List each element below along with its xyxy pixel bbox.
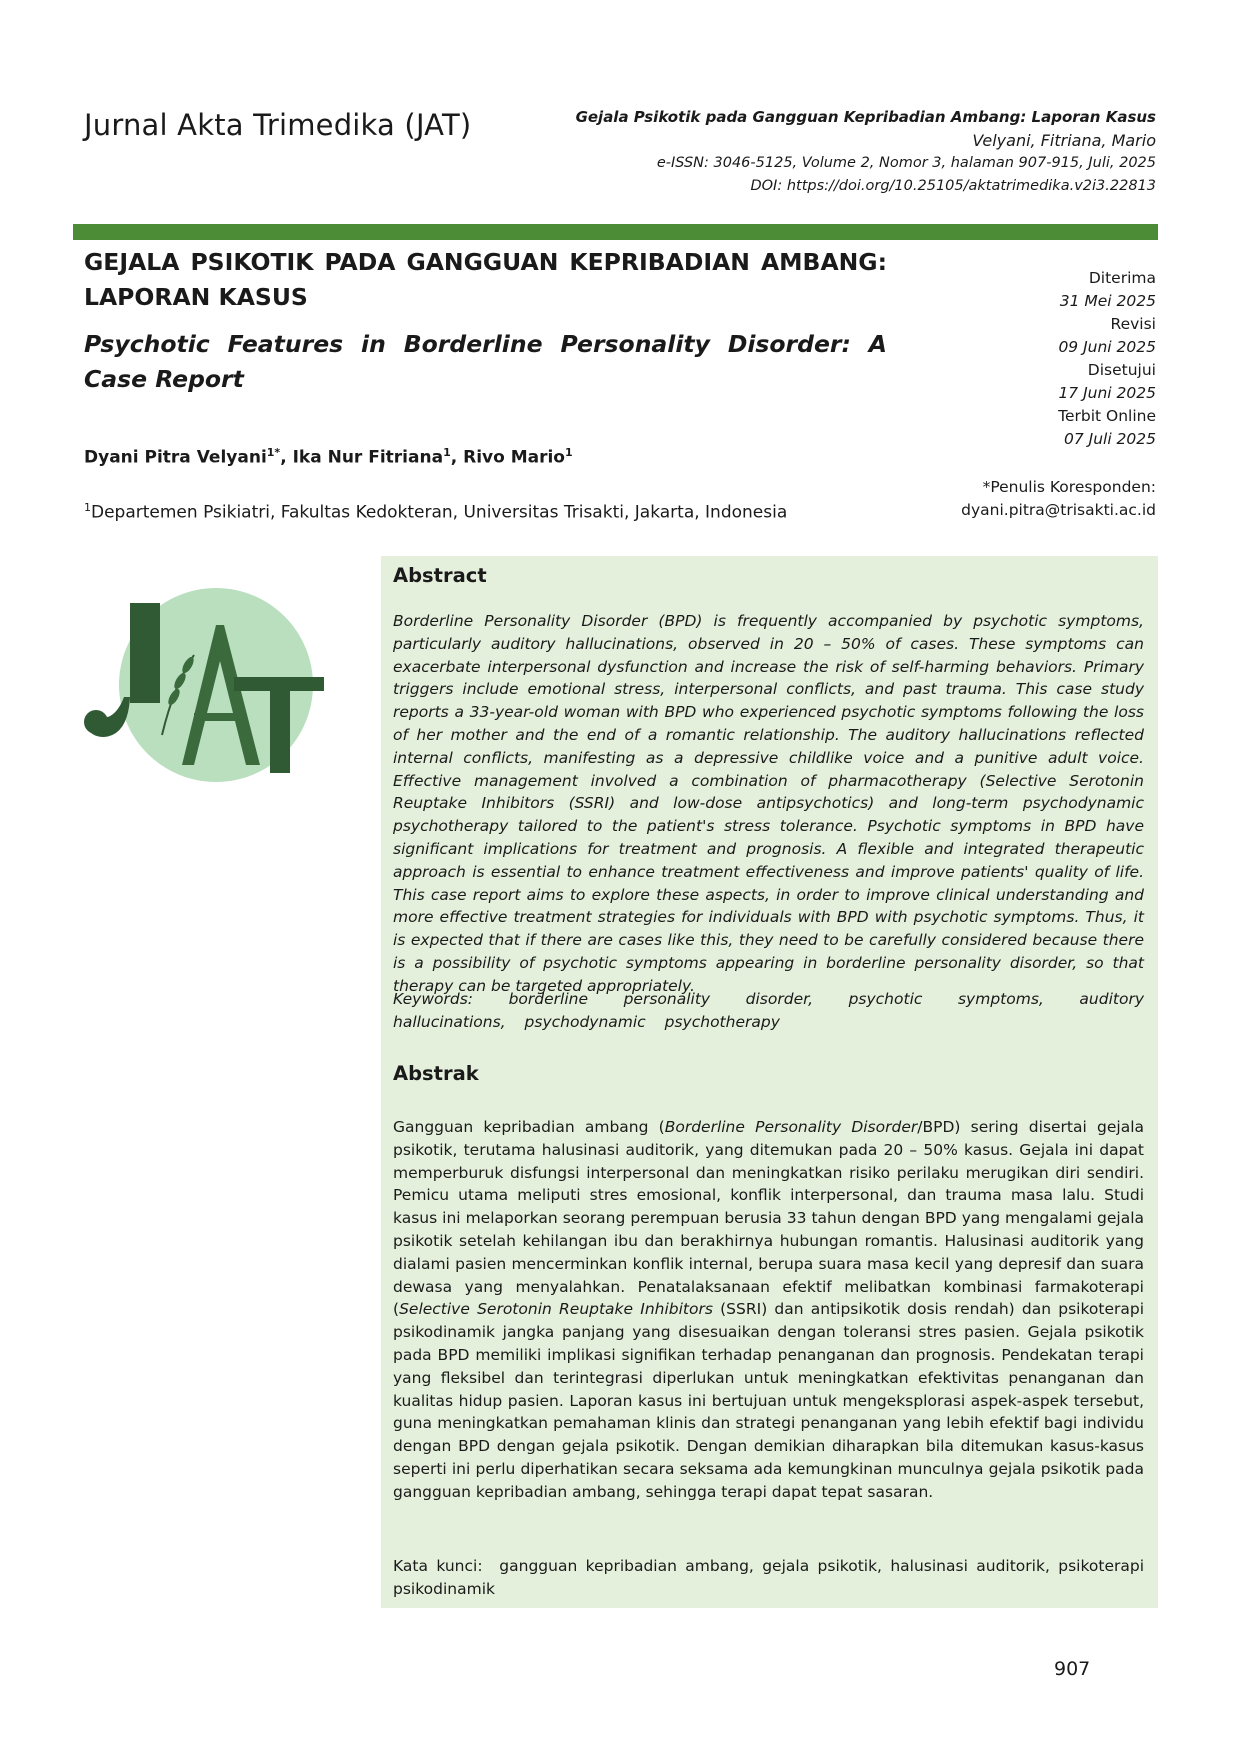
- affiliation-text: Departemen Psikiatri, Fakultas Kedokteran, Universitas Trisakti, Jakarta, Indonesia: [91, 502, 788, 523]
- abstrak-heading: Abstrak: [393, 1062, 479, 1085]
- article-title-english: Psychotic Features in Borderline Personality Disorder: A Case Report: [84, 330, 887, 393]
- header-divider-bar: [73, 224, 1158, 240]
- issn-line: e-ISSN: 3046-5125, Volume 2, Nomor 3, halaman 907-915, Juli, 2025: [656, 155, 1156, 171]
- article-dates: [936, 267, 1156, 451]
- online-label: Terbit Online: [1058, 407, 1156, 425]
- correspondence-label: *Penulis Koresponden:: [982, 478, 1156, 496]
- author-affiliation-mark: 1: [565, 446, 573, 459]
- keywords-text: borderline personality disorder, psychotic symptoms, auditory hallucinations, psychodynamic psychotherapy: [393, 990, 1144, 1031]
- abstract-heading: Abstract: [393, 564, 487, 587]
- accepted-date: 17 Juni 2025: [1058, 384, 1156, 402]
- author-list: [84, 446, 573, 468]
- abstrak-part: /BPD) sering disertai gejala psikotik, terutama halusinasi auditorik, yang ditemukan pada 20 – 50% kasus. Gejala ini dapat memperburuk disfungsi interpersonal dan meningkatkan risiko perilaku merugikan diri sendiri. Pemicu utama meliputi stres emosional, konflik interpersonal, dan trauma masa lalu. Studi kasus ini melaporkan seorang perempuan berusia 33 tahun dengan BPD yang mengalami gejala psikotik setelah kehilangan ibu dan berakhirnya hubungan romantis. Halusinasi auditorik yang dialami pasien mencerminkan konflik internal, berupa suara masa kecil yang depresif dan suara dewasa yang menyalahkan. Penatalaksanaan efektif melibatkan kombinasi farmakoterapi (: [393, 1118, 1144, 1319]
- abstrak-italic-term: Borderline Personality Disorder: [664, 1118, 918, 1136]
- abstrak-italic-term: Selective Serotonin Reuptake Inhibitors: [399, 1300, 713, 1319]
- revised-label: Revisi: [1110, 315, 1156, 333]
- running-title: Gejala Psikotik pada Gangguan Kepribadian Ambang: Laporan Kasus: [575, 108, 1156, 126]
- author-affiliation-mark: 1*: [266, 446, 281, 459]
- received-date: 31 Mei 2025: [1059, 292, 1156, 310]
- running-header: [516, 106, 1156, 198]
- running-authors: Velyani, Fitriana, Mario: [972, 131, 1156, 150]
- journal-name: Jurnal Akta Trimedika (JAT): [84, 108, 472, 142]
- accepted-label: Disetujui: [1087, 361, 1156, 379]
- keywords-english: [393, 988, 1144, 1034]
- correspondence: [856, 476, 1156, 522]
- journal-logo: [84, 585, 324, 790]
- keywords-label: Keywords:: [393, 990, 473, 1008]
- page-number: 907: [1054, 1658, 1091, 1680]
- author-separator: ,: [450, 447, 464, 468]
- online-date: 07 Juli 2025: [1063, 430, 1156, 448]
- affiliation-mark: 1: [84, 501, 91, 514]
- keywords-indonesian: [393, 1555, 1144, 1601]
- author-name: Dyani Pitra Velyani: [84, 447, 267, 468]
- author-separator: ,: [280, 447, 293, 468]
- author-affiliation-mark: 1: [443, 446, 451, 459]
- kata-kunci-label: Kata kunci:: [393, 1557, 483, 1575]
- jat-logo-icon: [84, 585, 324, 790]
- received-label: Diterima: [1088, 269, 1156, 287]
- correspondence-email: dyani.pitra@trisakti.ac.id: [961, 501, 1156, 519]
- author-name: Rivo Mario: [463, 447, 565, 468]
- author-name: Ika Nur Fitriana: [292, 447, 444, 468]
- abstrak-part: (SSRI) dan antipsikotik dosis rendah) dan psikoterapi psikodinamik jangka panjang yang disesuaikan dengan toleransi stres pasien. Gejala psikotik pada BPD memiliki implikasi signifikan terhadap penanganan dan prognosis. Pendekatan terapi yang fleksibel dan terintegrasi diperlukan untuk meningkatkan efektivitas penanganan dan kualitas hidup pasien. Laporan kasus ini bertujuan untuk mengeksplorasi aspek-aspek tersebut, guna meningkatkan pemahaman klinis dan strategi penanganan yang lebih efektif bagi individu dengan BPD dengan gejala psikotik. Dengan demikian diharapkan bila ditemukan kasus-kasus seperti ini perlu diperhatikan secara seksama ada kemungkinan munculnya gejala psikotik pada gangguan kepribadian ambang, sehingga terapi dapat tepat sasaran.: [393, 1300, 1144, 1501]
- abstract-box: [381, 556, 1158, 1608]
- revised-date: 09 Juni 2025: [1058, 338, 1156, 356]
- abstrak-part: Gangguan kepribadian ambang (: [393, 1118, 665, 1136]
- abstract-english-text: Borderline Personality Disorder (BPD) is frequently accompanied by psychotic symptoms, particularly auditory hallucinations, observed in 20 – 50% of cases. These symptoms can exacerbate interpersonal dysfunction and increase the risk of self-harming behaviors. Primary triggers include emotional stress, interpersonal conflicts, and past trauma. This case study reports a 33-year-old woman with BPD who experienced psychotic symptoms following the loss of her mother and the end of a romantic relationship. The auditory hallucinations reflected internal conflicts, manifesting as a depressive childlike voice and a punitive adult voice. Effective management involved a combination of pharmacotherapy (Selective Serotonin Reuptake Inhibitors (SSRI) and low-dose antipsychotics) and long-term psychodynamic psychotherapy tailored to the patient's stress tolerance. Psychotic symptoms in BPD have significant implications for treatment and prognosis. A flexible and integrated therapeutic approach is essential to enhance treatment effectiveness and improve patients' quality of life. This case report aims to explore these aspects, in order to improve clinical understanding and more effective treatment strategies for individuals with BPD with psychotic symptoms. Thus, it is expected that if there are cases like this, they need to be carefully considered because there is a possibility of psychotic symptoms appearing in borderline personality disorder, so that therapy can be targeted appropriately.: [393, 612, 1144, 995]
- article-title-indonesian: GEJALA PSIKOTIK PADA GANGGUAN KEPRIBADIAN AMBANG: LAPORAN KASUS: [84, 248, 887, 311]
- affiliation: [84, 501, 787, 523]
- doi-line: DOI: https://doi.org/10.25105/aktatrimedika.v2i3.22813: [750, 178, 1156, 194]
- kata-kunci-text: gangguan kepribadian ambang, gejala psikotik, halusinasi auditorik, psikoterapi psikodinamik: [393, 1557, 1144, 1598]
- abstract-indonesian-text: [393, 1116, 1144, 1504]
